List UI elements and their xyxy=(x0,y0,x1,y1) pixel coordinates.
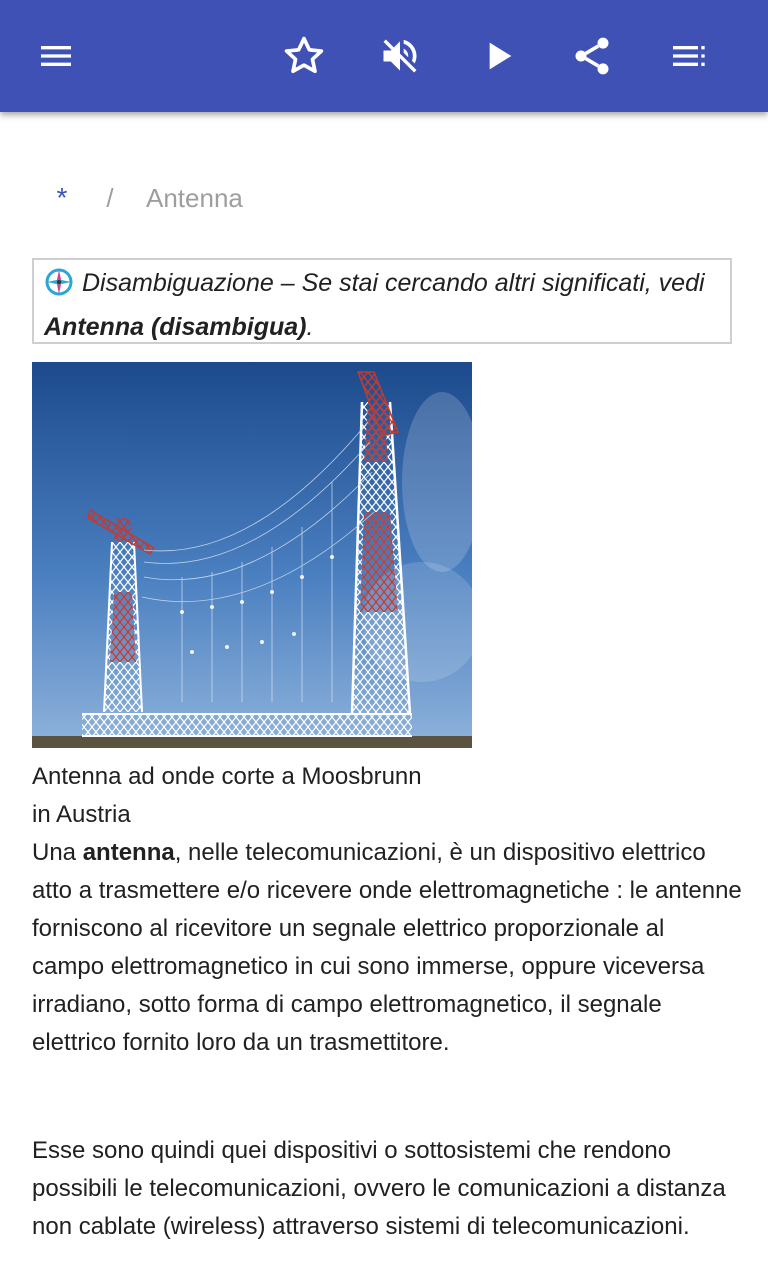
disambiguation-link[interactable]: Antenna (disambigua) xyxy=(44,313,307,341)
disambiguation-text: Disambiguazione – Se stai cercando altri significati, vedi xyxy=(82,269,705,297)
play-button[interactable] xyxy=(470,28,526,84)
app-bar xyxy=(0,0,768,112)
p1-bold-term: antenna xyxy=(82,839,175,866)
volume-off-icon xyxy=(378,34,422,78)
mute-button[interactable] xyxy=(372,28,428,84)
share-button[interactable] xyxy=(564,28,620,84)
menu-icon xyxy=(36,36,76,76)
disambiguation-notice xyxy=(32,258,732,344)
playlist-button[interactable] xyxy=(660,28,716,84)
disambiguation-trail: . xyxy=(306,313,314,341)
favorite-button[interactable] xyxy=(276,28,332,84)
share-icon xyxy=(570,34,614,78)
photo-caption xyxy=(32,758,472,834)
antenna-photo[interactable] xyxy=(32,362,472,748)
menu-button[interactable] xyxy=(28,28,84,84)
p1-before: Una xyxy=(32,839,83,866)
star-outline-icon xyxy=(282,34,326,78)
compass-icon xyxy=(44,267,74,308)
breadcrumb-current: Antenna xyxy=(146,182,243,213)
breadcrumb-separator: / xyxy=(106,182,114,213)
article-paragraph-2: Esse sono quindi quei dispositivi o sottosistemi che rendono possibili le telecomunicazioni, ovvero le comunicazioni a distanza non cablate (wireless) attraverso sistemi di telecomunicazioni. xyxy=(32,1137,726,1240)
play-icon xyxy=(478,36,518,76)
playlist-icon xyxy=(668,36,708,76)
breadcrumb xyxy=(32,176,243,220)
caption-line-1: Antenna ad onde corte a Moosbrunn xyxy=(32,763,422,790)
p1-after: , nelle telecomunicazioni, è un dispositivo elettrico atto a trasmettere e/o ricevere onde elettromagnetiche : le antenne forniscono al ricevitore un segnale elettrico proporzionale al campo elettromagnetico in cui sono immerse, oppure viceversa irradiano, sotto forma di campo elettromagnetico, il segnale elettrico fornito loro da un trasmettitore. xyxy=(32,839,742,1056)
caption-line-2: in Austria xyxy=(32,801,131,828)
article-paragraph-1 xyxy=(32,834,742,1062)
breadcrumb-home-link[interactable]: * xyxy=(56,182,68,213)
